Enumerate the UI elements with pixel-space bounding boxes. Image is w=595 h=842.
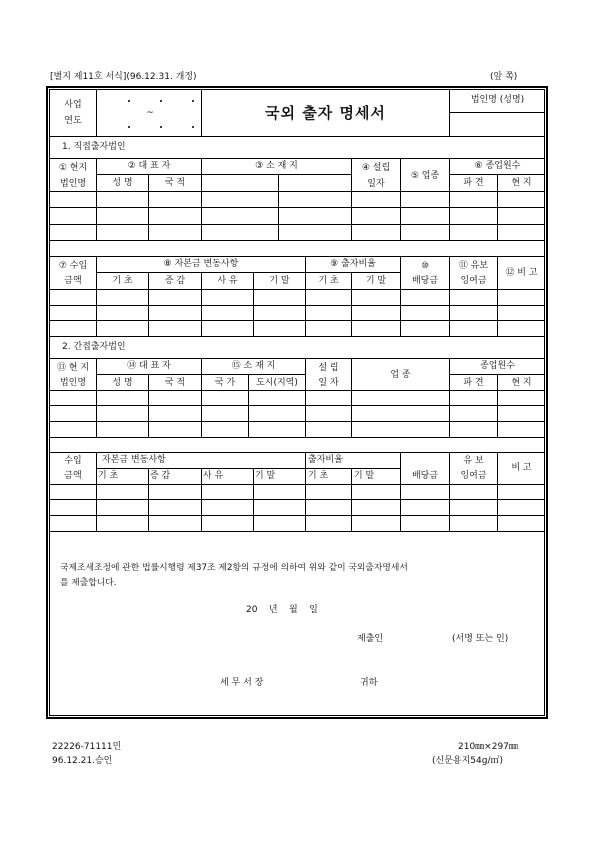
col-header: ⑦ 수입	[58, 261, 88, 271]
col-header: 기 초	[318, 276, 339, 286]
declaration-line1: 국제조세조정에 관한 법률시행령 제37조 제2항의 규정에 의하여 위와 같이 국외출자명세서	[60, 563, 408, 573]
col-header: ⑩	[421, 261, 429, 271]
col-header: 증 감	[164, 276, 186, 286]
col-header: 기 말	[255, 471, 276, 481]
col-header: 파 견	[463, 378, 484, 388]
col-header: ③ 소 재 지	[255, 161, 298, 171]
col-header: 도시(지역)	[256, 378, 298, 388]
col-header: ⑪ 유보	[458, 261, 489, 271]
col-header: 금액	[64, 276, 82, 286]
col-header: ② 대 표 자	[127, 161, 171, 171]
year-label-2: 연도	[64, 116, 82, 126]
col-header: 유 보	[463, 456, 484, 466]
col-header: 사 유	[217, 276, 238, 286]
col-header: ⑭ 대 표 자	[127, 361, 171, 371]
col-header: ⑨ 출자비율	[330, 259, 376, 269]
col-header: 잉여금	[460, 276, 487, 286]
section1-heading: 1. 직접출자법인	[62, 142, 126, 152]
col-header: 성 명	[112, 178, 133, 188]
col-header: 업 종	[390, 370, 411, 380]
tax-office-label: 세 무 서 장	[220, 678, 264, 688]
form-reference: [별지 제11호 서식](96.12.31. 개정)	[50, 72, 197, 82]
col-header: 기 초	[98, 471, 119, 481]
col-header: ⑮ 소 재 지	[231, 361, 276, 371]
form-title: 국외 출자 명세서	[265, 104, 386, 122]
col-header: 일 자	[318, 378, 339, 388]
page-side: (앞 쪽)	[490, 72, 518, 82]
signature-note: (서명 또는 인)	[452, 634, 509, 644]
col-header: 배당금	[411, 276, 439, 286]
submitter-label: 제출인	[357, 634, 384, 644]
approval-date: 96.12.21.승인	[52, 756, 113, 766]
submission-date: 20 년 월 일	[246, 605, 318, 615]
year-separator: ~	[146, 108, 154, 118]
col-header: ④ 설립	[361, 163, 391, 173]
declaration-line2: 를 제출합니다.	[60, 578, 117, 588]
col-header: ① 현지	[58, 163, 88, 173]
paper-type: (신문용지54g/㎡)	[432, 756, 503, 766]
col-header: 수입	[64, 456, 82, 466]
section2-heading: 2. 간접출자법인	[62, 342, 126, 352]
col-header: 현 지	[511, 178, 532, 188]
col-header: 배당금	[411, 471, 439, 481]
col-header: 기 말	[269, 276, 290, 286]
col-header: 국 가	[214, 378, 236, 388]
col-header: ⑫ 비 고	[505, 268, 538, 278]
col-header: 증 감	[150, 471, 171, 481]
col-header: 기 말	[354, 471, 375, 481]
col-header: 성 명	[112, 378, 133, 388]
col-header: 잉여금	[460, 471, 487, 481]
col-header: 법인명	[59, 378, 87, 388]
col-header: 자본금 변동사항	[102, 455, 166, 465]
col-header: 설 립	[318, 363, 339, 373]
col-header: 일자	[367, 179, 385, 189]
col-header: 사 유	[203, 471, 224, 481]
col-header: ⑧ 자본금 변동사항	[163, 259, 239, 269]
col-header: 출자비율	[308, 455, 343, 465]
col-header: ⑤ 업종	[410, 171, 440, 181]
col-header: ⑥ 종업원수	[474, 161, 521, 171]
honorific: 귀하	[360, 678, 378, 688]
form-code: 22226-71111민	[52, 742, 122, 752]
col-header: 기 말	[365, 276, 387, 286]
col-header: 파 견	[463, 178, 484, 188]
col-header: 법인명	[59, 179, 87, 189]
col-header: 종업원수	[480, 361, 515, 371]
col-header: 현 지	[511, 378, 532, 388]
corp-name-label: 법인명 (성명)	[470, 95, 525, 105]
col-header: 국 적	[164, 378, 186, 388]
col-header: 기 초	[112, 276, 133, 286]
col-header: 비 고	[511, 463, 532, 473]
year-label-1: 사업	[64, 100, 82, 110]
col-header: 금액	[64, 471, 82, 481]
paper-size: 210㎜×297㎜	[458, 742, 518, 752]
col-header: 기 초	[308, 471, 329, 481]
col-header: 국 적	[164, 178, 186, 188]
col-header: ⑬ 현 지	[56, 363, 90, 373]
corp-name-field[interactable]	[452, 115, 542, 133]
